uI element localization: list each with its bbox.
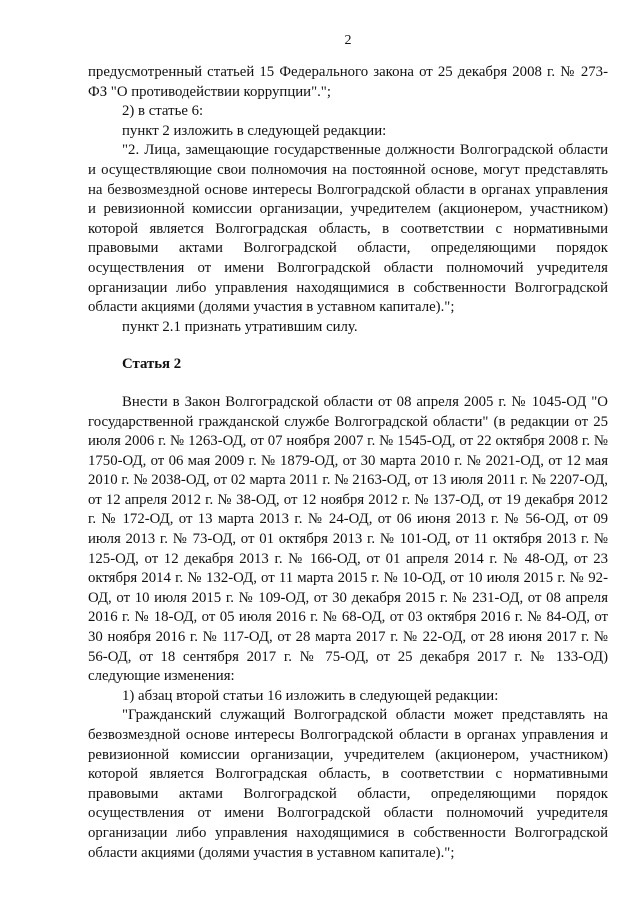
paragraph-new-wording-point-2: "2. Лица, замещающие государственные должности Волгоградской области и осуществляющие свои полномочия на постоянной основе, могут представлять на безвозмездной основе интересы Волгоградской области в органах управления и ревизионной комиссии организации, учредителем (акционером, участником) которой является Волгоградская область, в соответствии с нормативными правовыми актами Волгоградской области, определяющими порядок осуществления от имени Волгоградской области полномочий учредителя организации либо управления находящимися в собственности Волгоградской области акциями (долями участия в уставном капитале)."; <box>88 142 608 316</box>
paragraph-new-wording-article-16: "Гражданский служащий Волгоградской области может представлять на безвозмездной основе интересы Волгоградской области в органах управления и ревизионной комиссии организации, учредителем (акционером, участником) которой является Волгоградская область, в соответствии с нормативными правовыми актами Волгоградской области, определяющими порядок осуществления от имени Волгоградской области полномочий учредителя организации либо управления находящимися в собственности Волгоградской области акциями (долями участия в уставном капитале)."; <box>88 707 608 861</box>
paragraph-continuation: предусмотренный статьей 15 Федерального закона от 25 декабря 2008 г. № 273-ФЗ "О противодействии коррупции"."; <box>88 64 608 100</box>
paragraph-item-2: 2) в статье 6: <box>122 103 204 120</box>
paragraph-point-2-1-void: пункт 2.1 признать утратившим силу. <box>122 318 358 335</box>
document-page <box>88 32 608 863</box>
article-heading: Статья 2 <box>122 356 182 373</box>
paragraph-item-1: 1) абзац второй статьи 16 изложить в следующей редакции: <box>122 687 499 704</box>
paragraph-amend-point-2: пункт 2 изложить в следующей редакции: <box>122 122 387 139</box>
page-number: 2 <box>344 33 352 48</box>
paragraph-amend-law: Внести в Закон Волгоградской области от 08 апреля 2005 г. № 1045-ОД "О государственной гражданской службе Волгоградской области" (в редакции от 25 июля 2006 г. № 1263-ОД, от 07 ноября 2007 г. № 1545-ОД, от 22 октября 2008 г. № 1750-ОД, от 06 мая 2009 г. № 1879-ОД, от 30 марта 2010 г. № 2021-ОД, от 12 мая 2010 г. № 2038-ОД, от 02 марта 2011 г. № 2163-ОД, от 13 июля 2011 г. № 2207-ОД, от 12 апреля 2012 г. № 38-ОД, от 12 ноября 2012 г. № 137-ОД, от 19 декабря 2012 г. № 172-ОД, от 13 марта 2013 г. № 24-ОД, от 06 июня 2013 г. № 56-ОД, от 09 июля 2013 г. № 73-ОД, от 01 октября 2013 г. № 101-ОД, от 11 октября 2013 г. № 125-ОД, от 12 декабря 2013 г. № 166-ОД, от 01 апреля 2014 г. № 48-ОД, от 23 октября 2014 г. № 132-ОД, от 11 марта 2015 г. № 10-ОД, от 10 июля 2015 г. № 92-ОД, от 10 июля 2015 г. № 109-ОД, от 30 декабря 2015 г. № 231-ОД, от 08 апреля 2016 г. № 18-ОД, от 05 июля 2016 г. № 68-ОД, от 03 октября 2016 г. № 84-ОД, от 30 ноября 2016 г. № 117-ОД, от 28 марта 2017 г. № 22-ОД, от 28 июня 2017 г. № 56-ОД, от 18 сентября 2017 г. № 75-ОД, от 25 декабря 2017 г. № 133-ОД) следующие изменения: <box>88 393 608 685</box>
